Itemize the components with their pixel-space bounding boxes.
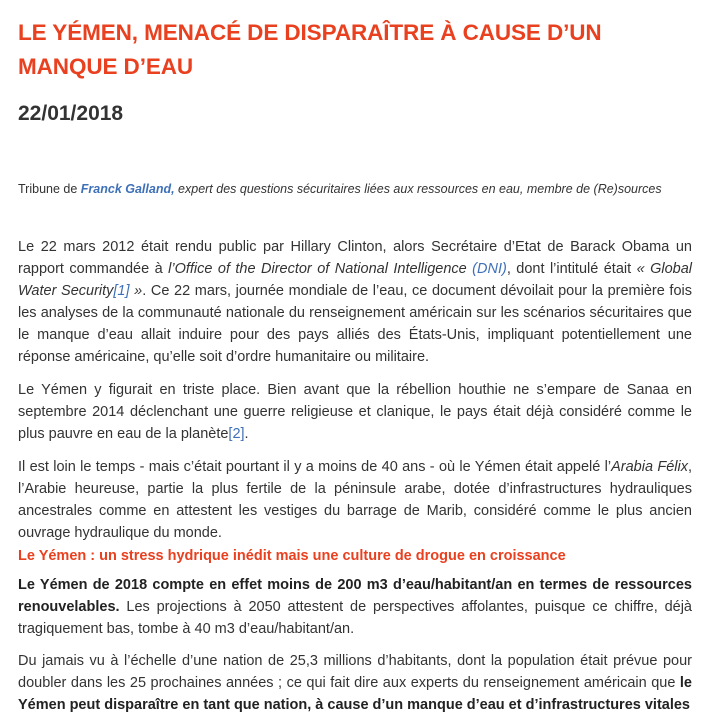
paragraph-3: Il est loin le temps - mais c’était pourtant il y a moins de 40 ans - où le Yémen était appelé l’Arabia Félix, l’Arabie heureuse, partie la plus fertile de la péninsule arabe, dotée d’infrastructures hydrauliques ancestrales comme en attestent les vestiges du barrage de Marib, considéré comme le plus ancien ouvrage hydraulique du monde. [18,459,692,541]
section-heading: Le Yémen : un stress hydrique inédit mais une culture de drogue en croissance [18,548,566,564]
article-date: 22/01/2018 [18,102,124,125]
article-title: LE YÉMEN, MENACÉ DE DISPARAÎTRE À CAUSE D’UN MANQUE D’EAU [18,20,602,79]
tribune-line [18,182,698,196]
footnote-1-link[interactable]: [1] [113,283,130,299]
paragraph-5: Du jamais vu à l’échelle d’une nation de 25,3 millions d’habitants, dont la population était prévue pour doubler dans les 25 prochaines années ; ce qui fait dire aux experts du renseignement américain que le Yémen peut disparaître en tant que nation, à cause d’un manque d’eau et d’infrastructures vitales [18,653,692,713]
author-link[interactable]: Franck Galland, [80,182,175,196]
paragraph-4: Le Yémen de 2018 compte en effet moins de 200 m3 d’eau/habitant/an en termes de ressources renouvelables. Les projections à 2050 attestent de perspectives affolantes, puisque ce chiffre, déjà tragiquement bas, tombe à 40 m3 d’eau/habitant/an. [18,577,692,637]
article-body [18,236,692,555]
author-description: expert des questions sécuritaires liées aux ressources en eau, membre de (Re)sources [174,182,662,196]
dni-link[interactable]: (DNI) [472,261,507,277]
footnote-2-link[interactable]: [2] [228,426,245,442]
tribune-prefix: Tribune de [18,182,81,196]
article-body-section [18,574,692,726]
paragraph-1: Le 22 mars 2012 était rendu public par Hillary Clinton, alors Secrétaire d’Etat de Barack Obama un rapport commandée à l’Office of the Director of National Intelligence (DNI), dont l’intitulé était « Global Water Security[1] ». Ce 22 mars, journée mondiale de l’eau, ce document dévoilait pour la première fois les analyses de la communauté nationale du renseignement américain sur les scénarios sécuritaires que le manque d’eau allait induire pour des pays alliés des États-Unis, impliquant potentiellement une réponse américaine, qu’elle soit d’ordre humanitaire ou militaire. [18,239,692,365]
paragraph-2: Le Yémen y figurait en triste place. Bien avant que la rébellion houthie ne s’empare de Sanaa en septembre 2014 déclenchant une guerre religieuse et clanique, le pays était déjà considéré comme le plus pauvre en eau de la planète[2]. [18,382,692,442]
